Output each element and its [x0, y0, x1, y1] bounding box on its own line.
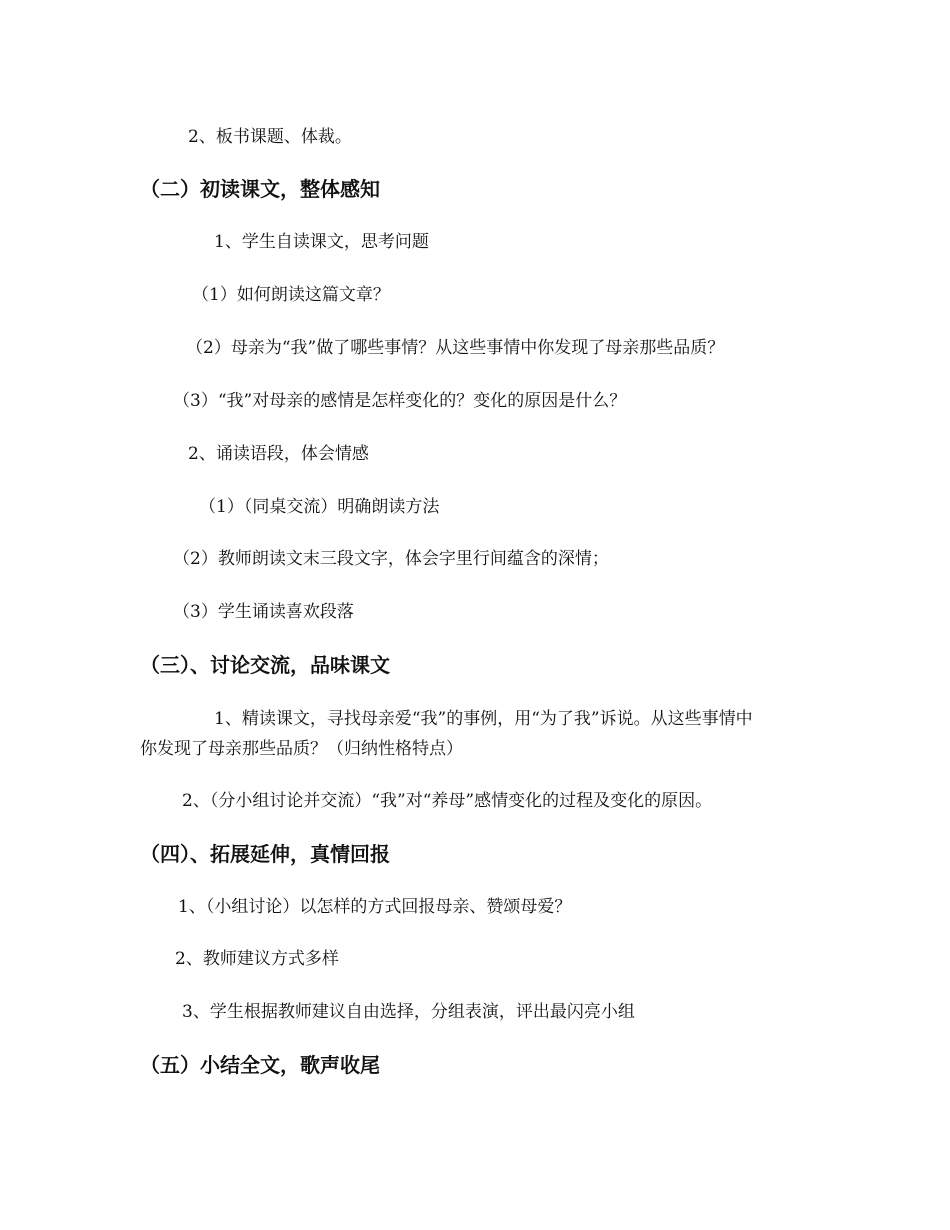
- section-heading-5: （五）小结全文，歌声收尾: [140, 1053, 380, 1077]
- step-board-title: 2、板书课题、体裁。: [188, 127, 352, 147]
- recite-item-2: （2）教师朗读文末三段文字，体会字里行间蕴含的深情；: [173, 549, 609, 569]
- question-1: （1）如何朗读这篇文章？: [192, 285, 390, 305]
- extension-item-2: 2、教师建议方式多样: [175, 949, 339, 969]
- extension-item-1: 1、（小组讨论）以怎样的方式回报母亲、赞颂母爱？: [178, 897, 572, 917]
- step-recite: 2、诵读语段，体会情感: [188, 444, 369, 464]
- question-3: （3）“我”对母亲的感情是怎样变化的？变化的原因是什么？: [173, 391, 627, 411]
- paragraph-close-reading: [140, 704, 820, 764]
- section-heading-2: （二）初读课文，整体感知: [140, 177, 380, 201]
- question-2: （2）母亲为“我”做了哪些事情？从这些事情中你发现了母亲那些品质？: [186, 338, 725, 358]
- step-group-discussion: 2、（分小组讨论并交流）“我”对“养母”感情变化的过程及变化的原因。: [182, 791, 713, 811]
- section-heading-4: （四）、拓展延伸，真情回报: [140, 842, 390, 866]
- step-self-read: 1、学生自读课文，思考问题: [214, 232, 429, 252]
- section-heading-3: （三）、讨论交流，品味课文: [140, 653, 390, 677]
- extension-item-3: 3、学生根据教师建议自由选择，分组表演，评出最闪亮小组: [182, 1002, 635, 1022]
- paragraph-line-2: 你发现了母亲那些品质？（归纳性格特点）: [140, 739, 463, 759]
- recite-item-3: （3）学生诵读喜欢段落: [173, 602, 354, 622]
- paragraph-line-1: 1、精读课文，寻找母亲爱“我”的事例，用“为了我”诉说。从这些事情中: [214, 709, 753, 729]
- recite-item-1: （1）（同桌交流）明确朗读方法: [199, 497, 440, 517]
